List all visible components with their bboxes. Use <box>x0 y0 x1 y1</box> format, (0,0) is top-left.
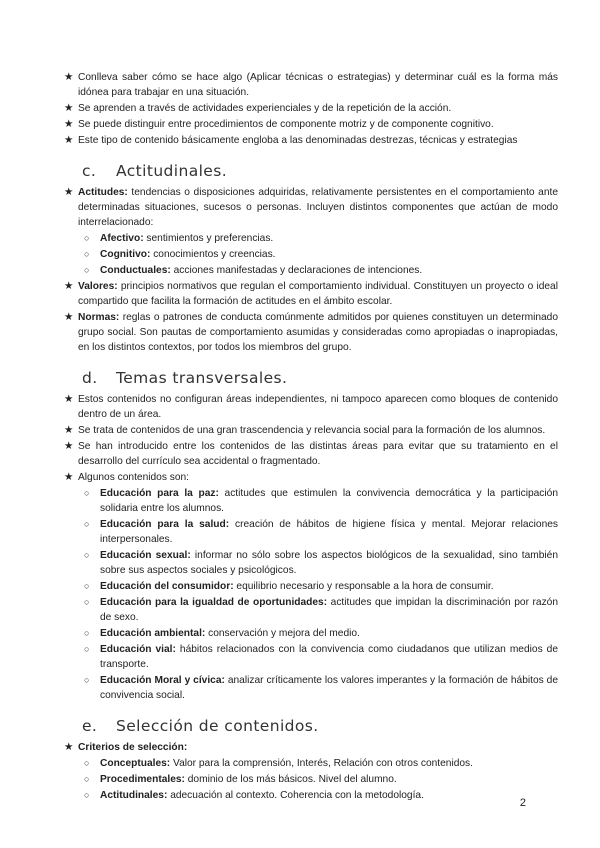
bullet-item: ★ Se puede distinguir entre procedimientos de componente motriz y de componente cognitivo. <box>64 118 494 130</box>
star-bullet-icon: ★ <box>64 186 74 198</box>
star-bullet-icon: ★ <box>64 71 74 83</box>
sub-bullet-item: ○ Conceptuales: Valor para la comprensión, Interés, Relación con otros contenidos. <box>84 758 473 769</box>
bullet-item: ★ Este tipo de contenido básicamente engloba a las denominadas destrezas, técnicas y estrategias <box>64 134 518 146</box>
sub-bullet-item: ○ Educación ambiental: conservación y mejora del medio. <box>84 628 360 639</box>
star-bullet-icon: ★ <box>64 741 74 753</box>
sub-bullet-item: ○ Actitudinales: adecuación al contexto. Coherencia con la metodología. <box>84 790 424 801</box>
bullet-item: ★ Algunos contenidos son: <box>64 471 190 483</box>
sub-bullet-item: ○ Educación para la salud: creación de hábitos de higiene física y mental. Mejorar relaciones interpersonales. <box>84 519 558 545</box>
circle-bullet-icon: ○ <box>84 488 90 498</box>
circle-bullet-icon: ○ <box>84 774 90 784</box>
circle-bullet-icon: ○ <box>84 519 90 529</box>
sub-bullet-item: ○ Educación del consumidor: equilibrio necesario y responsable a la hora de consumir. <box>84 581 494 592</box>
bullet-item-criterios: ★ Criterios de selección: <box>64 741 188 753</box>
page-number: 2 <box>519 797 526 809</box>
circle-bullet-icon: ○ <box>84 233 90 243</box>
section-heading-actitudinales: c. Actitudinales. <box>82 162 228 180</box>
section-heading-seleccion: e. Selección de contenidos. <box>82 717 319 735</box>
sub-bullet-item: ○ Cognitivo: conocimientos y creencias. <box>84 249 276 260</box>
star-bullet-icon: ★ <box>64 424 74 436</box>
star-bullet-icon: ★ <box>64 393 74 405</box>
circle-bullet-icon: ○ <box>84 628 90 638</box>
circle-bullet-icon: ○ <box>84 249 90 259</box>
star-bullet-icon: ★ <box>64 311 74 323</box>
bullet-item: ★ Se trata de contenidos de una gran trascendencia y relevancia social para la formación de los alumnos. <box>64 424 546 436</box>
sub-bullet-item: ○ Educación para la paz: actitudes que estimulen la convivencia democrática y la participación solidaria entre los alumnos. <box>84 488 558 514</box>
bullet-item: ★ Estos contenidos no configuran áreas independientes, ni tampoco aparecen como bloques de contenido dentro de un área. <box>64 393 558 420</box>
star-bullet-icon: ★ <box>64 440 74 452</box>
star-bullet-icon: ★ <box>64 118 74 130</box>
circle-bullet-icon: ○ <box>84 597 90 607</box>
circle-bullet-icon: ○ <box>84 644 90 654</box>
sub-bullet-item: ○ Educación Moral y cívica: analizar críticamente los valores imperantes y la formación de hábitos de convivencia social. <box>84 675 558 701</box>
bullet-item: ★ Se han introducido entre los contenidos de las distintas áreas para evitar que su tratamiento en el desarrollo del currículo sea accidental o fragmentado. <box>64 440 558 467</box>
sub-bullet-item: ○ Conductuales: acciones manifestadas y declaraciones de intenciones. <box>84 265 423 276</box>
star-bullet-icon: ★ <box>64 471 74 483</box>
circle-bullet-icon: ○ <box>84 790 90 800</box>
bullet-item: ★ Se aprenden a través de actividades experienciales y de la repetición de la acción. <box>64 102 452 114</box>
sub-bullet-item: ○ Procedimentales: dominio de los más básicos. Nivel del alumno. <box>84 774 397 785</box>
bullet-item-valores: ★ Valores: principios normativos que regulan el comportamiento individual. Constituyen un proyecto o ideal compartido que facilita la formación de actitudes en el ámbito escolar. <box>64 280 558 307</box>
sub-bullet-item: ○ Educación vial: hábitos relacionados con la convivencia como ciudadanos que utilizan medios de transporte. <box>84 644 558 670</box>
sub-bullet-item: ○ Afectivo: sentimientos y preferencias. <box>84 233 274 244</box>
bullet-item-actitudes: ★ Actitudes: tendencias o disposiciones adquiridas, relativamente persistentes en el comportamiento ante determinadas situaciones, sucesos o personas. Incluyen distintos componentes que actúan de modo interrelacionado: <box>64 186 558 228</box>
star-bullet-icon: ★ <box>64 134 74 146</box>
page-content <box>64 70 558 804</box>
sub-bullet-item: ○ Educación sexual: informar no sólo sobre los aspectos biológicos de la sexualidad, sino también sobre sus aspectos sociales y psicológicos. <box>84 550 558 576</box>
bullet-item: ★ Conlleva saber cómo se hace algo (Aplicar técnicas o estrategias) y determinar cuál es la forma más idónea para trabajar en una situación. <box>64 71 558 98</box>
star-bullet-icon: ★ <box>64 102 74 114</box>
circle-bullet-icon: ○ <box>84 265 90 275</box>
star-bullet-icon: ★ <box>64 280 74 292</box>
bullet-item-normas: ★ Normas: reglas o patrones de conducta comúnmente admitidos por quienes constituyen un determinado grupo social. Son pautas de comportamiento asumidas y consideradas como apropiadas o inapropiadas, en los distintos contextos, por todos los miembros del grupo. <box>64 311 558 353</box>
circle-bullet-icon: ○ <box>84 550 90 560</box>
circle-bullet-icon: ○ <box>84 758 90 768</box>
circle-bullet-icon: ○ <box>84 581 90 591</box>
circle-bullet-icon: ○ <box>84 675 90 685</box>
sub-bullet-item: ○ Educación para la igualdad de oportunidades: actitudes que impidan la discriminación por razón de sexo. <box>84 597 558 623</box>
section-heading-temas-transversales: d. Temas transversales. <box>82 369 288 387</box>
